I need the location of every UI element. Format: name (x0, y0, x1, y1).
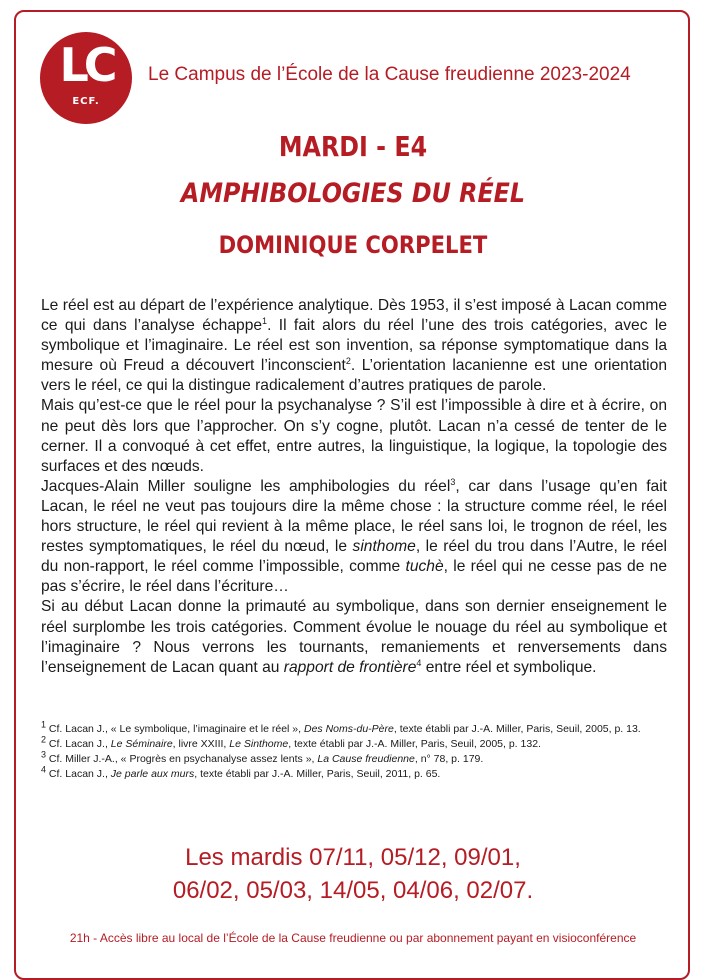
paragraph-3 (41, 477, 667, 598)
access-info: 21h - Accès libre au local de l’École de la Cause freudienne ou par abonnement payant en visioconférence (69, 931, 637, 945)
text: Cf. Lacan J., « Le symbolique, l’imaginaire et le réel », (46, 723, 304, 735)
footnote-number: 2 (41, 734, 47, 745)
session-dates-line-2: 06/02, 05/03, 14/05, 04/06, 02/07. (172, 877, 534, 904)
footnotes (41, 719, 667, 782)
speaker-name: DOMINIQUE CORPELET (218, 231, 488, 259)
text: , texte établi par J.-A. Miller, Paris, Seuil, 2005, p. 132. (288, 738, 541, 750)
session-day: MARDI - E4 (278, 130, 428, 163)
logo-subtitle: ECF. (72, 96, 100, 107)
text: . Il fait alors du réel l’une des trois catégories, avec le symbolique et l’imaginaire. Le réel est son invention, sa réponse symptomatique dans la mesure où Freud a découvert l’inconscient (41, 317, 667, 375)
text: , livre XXIII, (172, 738, 230, 750)
paragraph-4 (41, 597, 667, 677)
footnote-number: 3 (41, 749, 47, 760)
text: , n° 78, p. 179. (414, 753, 484, 765)
italic-title: Le Sinthome (229, 738, 289, 750)
italic-term: rapport de frontière (283, 658, 417, 676)
text: Cf. Lacan J., (46, 738, 111, 750)
campus-header: Le Campus de l’École de la Cause freudienne 2023-2024 (148, 64, 631, 85)
text: Si au début Lacan donne la primauté au symbolique, dans son dernier enseignement le réel surplombe les trois catégories. Comment évolue le nouage du réel au symbolique et l’imaginaire ? Nous verrons les tournants, remaniements et renversements dans l’enseignement de Lacan quant au (41, 598, 667, 676)
footnote-1 (41, 719, 667, 737)
footnote-ref: 3 (450, 476, 456, 487)
italic-title: Des Noms-du-Père (303, 723, 394, 735)
ecf-logo (40, 32, 132, 124)
italic-term: tuchè (405, 558, 444, 576)
footnote-3 (41, 749, 667, 767)
footnote-number: 4 (41, 764, 47, 775)
main-text (41, 296, 667, 678)
footnote-ref: 4 (416, 657, 422, 668)
italic-title: La Cause freudienne (317, 753, 415, 765)
footnote-number: 1 (41, 719, 47, 730)
italic-title: Le Séminaire (110, 738, 173, 750)
italic-term: sinthome (352, 538, 416, 556)
text: , car dans l’usage qu’en fait Lacan, le réel ne veut pas toujours dire la même chose : la structure comme réel, le réel hors structure, le réel qui revient à la même place, le réel sans loi, le trognon de réel, les restes symptomatiques, le réel du nœud, le (41, 477, 667, 556)
footnote-ref: 1 (262, 315, 268, 326)
paragraph-2: Mais qu’est-ce que le réel pour la psychanalyse ? S’il est l’impossible à dire et à écrire, on ne peut dès lors que l’approcher. On s’y cogne, plutôt. Lacan n’a cessé de tenter de le cerner. Il a convoqué à cet effet, entre autres, la linguistique, la logique, la topologie des surfaces et des nœuds. (41, 397, 667, 475)
paragraph-1 (41, 296, 667, 396)
footnote-ref: 2 (345, 356, 351, 367)
session-dates-line-1: Les mardis 07/11, 05/12, 09/01, (185, 844, 521, 871)
text: entre réel et symbolique. (421, 658, 597, 676)
text: , le réel qui ne cesse pas de ne pas s’écrire, le réel dans l’écriture… (41, 558, 668, 596)
footnote-2 (41, 734, 667, 752)
logo-letters: LC (59, 38, 113, 92)
footnote-4 (41, 764, 667, 782)
session-topic: AMPHIBOLOGIES DU RÉEL (180, 178, 526, 209)
text: . L’orientation lacanienne est une orientation vers le réel, ce qui la distingue radicalement d’autres pratiques de parole. (41, 357, 667, 395)
text: Le réel est au départ de l’expérience analytique. Dès 1953, il s’est imposé à Lacan comme ce qui dans l’analyse échappe (41, 297, 667, 335)
text: Jacques-Alain Miller souligne les amphibologies du réel (41, 477, 451, 495)
text: , texte établi par J.-A. Miller, Paris, Seuil, 2005, p. 13. (393, 723, 641, 735)
text: , le réel du trou dans l’Autre, le réel du non-rapport, le réel comme l’impossible, comme (41, 538, 667, 576)
text: Cf. Miller J.-A., « Progrès en psychanalyse assez lents », (46, 753, 318, 765)
text: Cf. Lacan J., (46, 768, 111, 780)
italic-title: Je parle aux murs (110, 768, 195, 780)
text: , texte établi par J.-A. Miller, Paris, Seuil, 2011, p. 65. (194, 768, 441, 780)
